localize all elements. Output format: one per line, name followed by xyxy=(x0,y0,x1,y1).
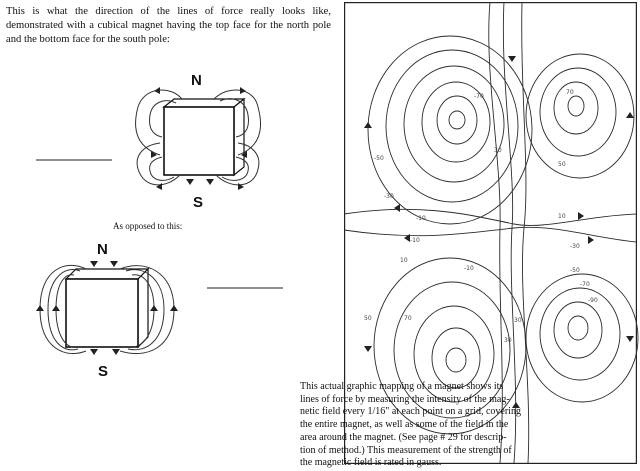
arrow-icon xyxy=(90,261,98,267)
arrow-icon xyxy=(150,305,158,311)
intro-paragraph: This is what the direction of the lines of force really looks like, demonstrated with a cubical magnet having the top face for the north pole and the bottom face for the south pole: xyxy=(6,6,331,45)
arrow-icon xyxy=(240,87,246,94)
contour-label: -10 xyxy=(416,215,426,222)
arrow-icon xyxy=(36,305,44,311)
contour-label: 30 xyxy=(514,317,522,324)
cube-magnet-diagram-top xyxy=(130,85,270,200)
caption-line: area around the magnet. (See page # 29 for descrip- xyxy=(300,431,507,443)
contour-label: 30 xyxy=(504,337,512,344)
contour-label: 70 xyxy=(566,89,574,96)
contour-label: 50 xyxy=(558,161,566,168)
south-pole-label-bottom: S xyxy=(98,363,109,380)
contour-label: -30 xyxy=(570,243,580,250)
north-pole-label-bottom: N xyxy=(97,241,108,258)
caption-line: netic field every 1/16" at each point on a grid, covering xyxy=(300,406,521,418)
caption-line: the magnetic field is rated in gauss. xyxy=(300,457,442,469)
caption-line: lines of force by measuring the intensity of the mag- xyxy=(300,393,510,405)
contour-label: -10 xyxy=(410,237,420,244)
contour-label: 30 xyxy=(494,147,502,154)
arrow-icon xyxy=(52,305,60,311)
arrow-icon xyxy=(90,349,98,355)
contour-label: 50 xyxy=(364,315,372,322)
contour-label: -30 xyxy=(384,193,394,200)
caption-line: the entire magnet, as well as some of the field in the xyxy=(300,419,509,431)
arrow-icon xyxy=(186,179,194,185)
arrow-icon xyxy=(206,179,214,185)
caption-line: tion of method.) This measurement of the strength of xyxy=(300,444,512,456)
arrow-icon xyxy=(156,183,162,190)
arrow-icon xyxy=(154,87,160,94)
arrow-icon xyxy=(112,349,120,355)
cube-magnet-diagram-bottom xyxy=(36,255,186,367)
contour-label: 10 xyxy=(558,213,566,220)
contour-label: -10 xyxy=(464,265,474,272)
arrow-icon xyxy=(110,261,118,267)
contour-label: -90 xyxy=(588,297,598,304)
contour-label: 10 xyxy=(400,257,408,264)
contour-label: -50 xyxy=(374,155,384,162)
contour-label: -50 xyxy=(570,267,580,274)
arrow-icon xyxy=(170,305,178,311)
blank-line-left xyxy=(36,158,116,162)
north-pole-label-top: N xyxy=(191,72,202,89)
south-pole-label-top: S xyxy=(193,194,204,211)
caption-line: This actual graphic mapping of a magnet shows its xyxy=(300,381,504,392)
middle-caption: As opposed to this: xyxy=(113,221,183,231)
contour-label: -70 xyxy=(474,93,484,100)
blank-line-right xyxy=(207,286,287,290)
bottom-caption xyxy=(300,381,630,470)
contour-label: 70 xyxy=(404,315,412,322)
contour-label: -70 xyxy=(580,281,590,288)
